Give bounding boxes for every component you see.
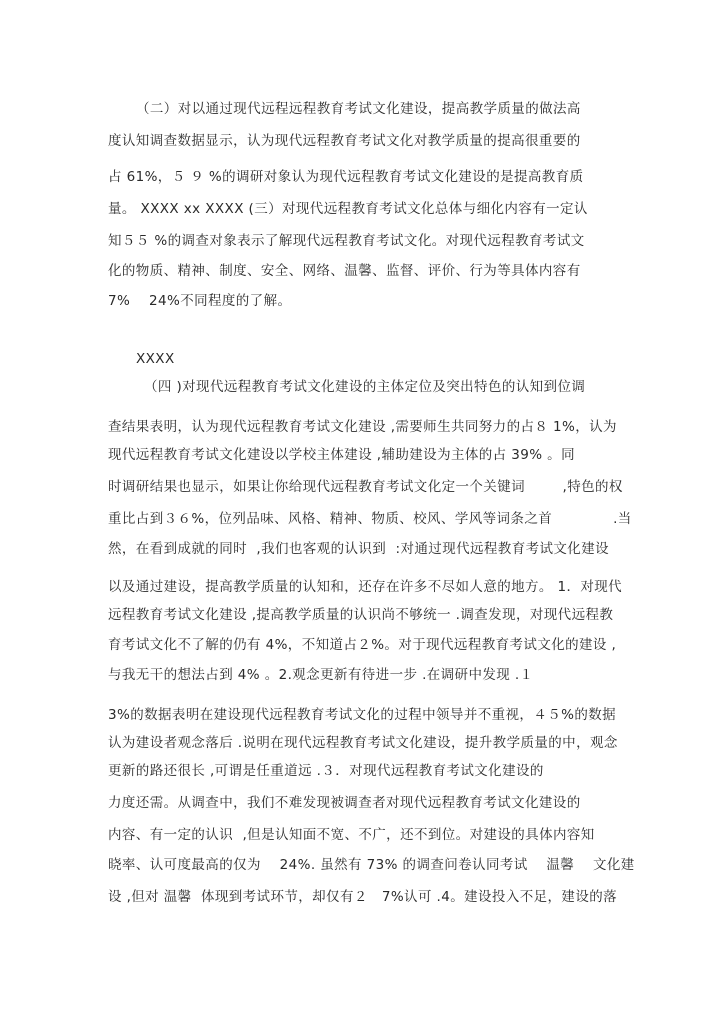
text-line: 重比占到３６%，位列品味、风格、精神、物质、校风、学风等词条之首 .当 [108, 511, 632, 527]
text-line: 化的物质、精神、制度、安全、网络、温馨、监督、评价、行为等具体内容有 [108, 263, 581, 279]
text-line: 然，在看到成就的同时 ,我们也客观的认识到 :对通过现代远程教育考试文化建设 [108, 541, 610, 557]
text-line: 育考试文化不了解的仍有 4%，不知道占２%。对于现代远程教育考试文化的建设 , [108, 637, 617, 653]
text-line: 内容、有一定的认识 ,但是认知面不宽、不广，还不到位。对建设的具体内容知 [108, 827, 595, 843]
text-line: （四 )对现代远程教育考试文化建设的主体定位及突出特色的认知到位调 [144, 379, 586, 395]
text-line: 现代远程教育考试文化建设以学校主体建设 ,辅助建设为主体的占 39% 。同 [108, 447, 575, 463]
text-line: 知５５ %的调查对象表示了解现代远程教育考试文化。对现代远程教育考试文 [108, 233, 585, 249]
section-marker: XXXX [136, 351, 175, 367]
text-line: 7% 24%不同程度的了解。 [108, 293, 292, 309]
text-line: 度认知调查数据显示，认为现代远程教育考试文化对教学质量的提高很重要的 [108, 133, 581, 149]
text-line: 与我无干的想法占到 4% 。2.观念更新有待进一步 .在调研中发现 .１ [108, 667, 534, 683]
text-line: （二）对以通过现代远程远程教育考试文化建设，提高教学质量的做法高 [136, 101, 581, 117]
text-line: 查结果表明，认为现代远程教育考试文化建设 ,需要师生共同努力的占８ 1%，认为 [108, 419, 617, 435]
text-line: 设 ,但对 温馨 体现到考试环节，却仅有２ 7%认可 .4。建设投入不足，建设的落 [108, 889, 618, 905]
text-line: 时调研结果也显示，如果让你给现代远程教育考试文化定一个关键词 ,特色的权 [108, 479, 623, 495]
text-line: 晓率、认可度最高的仅为 24%. 虽然有 73% 的调查问卷认同考试 温馨 文化建 [108, 857, 635, 873]
text-line: 以及通过建设，提高教学质量的认知和，还存在许多不尽如人意的地方。 1．对现代 [108, 579, 623, 595]
text-line: 3%的数据表明在建设现代远程教育考试文化的过程中领导并不重视，４５%的数据 [108, 707, 617, 723]
text-line: 占 61%，５ ９ %的调研对象认为现代远程教育考试文化建设的是提高教育质 [108, 169, 584, 185]
text-line: 远程教育考试文化建设 ,提高教学质量的认识尚不够统一 .调查发现，对现代远程教 [108, 607, 614, 623]
text-line: 力度还需。从调查中，我们不难发现被调查者对现代远程教育考试文化建设的 [108, 795, 581, 811]
text-line: 量。 XXXX xx XXXX (三）对现代远程教育考试文化总体与细化内容有一定认 [108, 201, 588, 217]
text-line: 认为建设者观念落后 .说明在现代远程教育考试文化建设，提升教学质量的中，观念 [108, 735, 618, 751]
text-line: 更新的路还很长 ,可谓是任重道远 .３．对现代远程教育考试文化建设的 [108, 763, 544, 779]
